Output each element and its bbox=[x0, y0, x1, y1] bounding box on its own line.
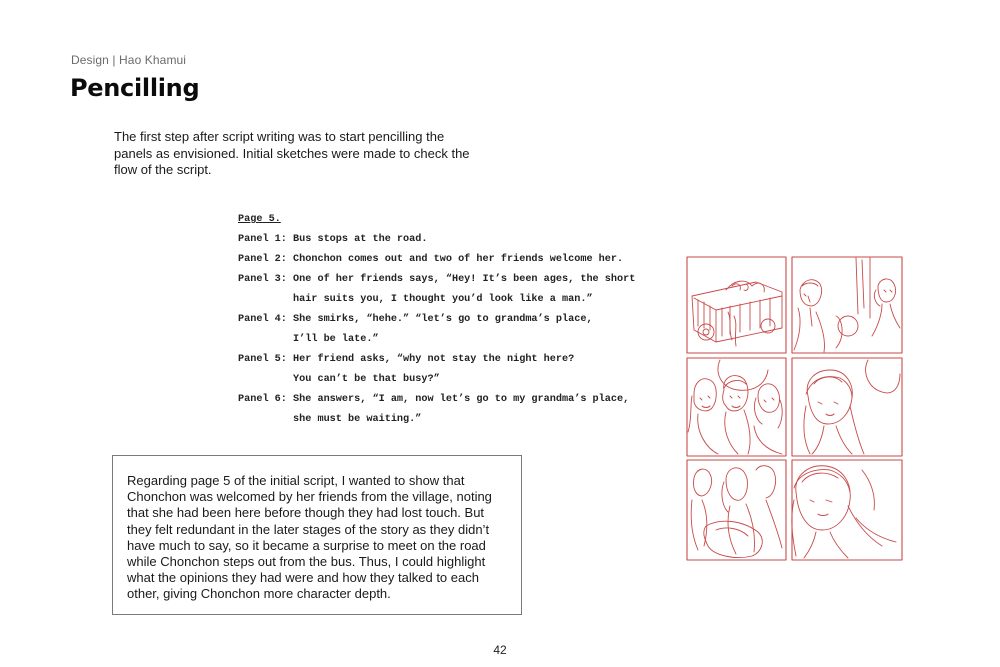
panel-line-continued: You can’t be that busy?” bbox=[293, 374, 440, 385]
storyboard-sketches bbox=[686, 256, 903, 561]
panel-line: One of her friends says, “Hey! It’s been ages, the short bbox=[293, 274, 636, 285]
panel-line: She smirks, “hehe.” “let’s go to grandma’s place, bbox=[293, 314, 593, 325]
note-text: Regarding page 5 of the initial script, I wanted to show that Chonchon was welcomed by her friends from the village, noting that she had been here before though they had lost touch. But they felt redundant in the later stages of the story as they didn’t have much to say, so it became a surprise to meet on the road while Chonchon steps out from the bus. Thus, I could highlight what the opinions they had were and how they talked to each other, giving Chonchon more character depth. bbox=[127, 473, 492, 602]
panel-line-continued: hair suits you, I thought you’d look like a man.” bbox=[293, 294, 593, 305]
panel-line: Bus stops at the road. bbox=[293, 234, 428, 245]
sketch-panel-1-bus bbox=[687, 257, 786, 353]
sketch-panel-4-girl bbox=[792, 358, 902, 456]
script-excerpt bbox=[238, 210, 658, 430]
script-panel-1 bbox=[238, 230, 658, 250]
note-box bbox=[112, 455, 522, 615]
script-panel-6 bbox=[238, 390, 658, 410]
script-panel-5 bbox=[238, 350, 658, 370]
sketch-panel-6-girl-closeup bbox=[792, 460, 902, 560]
panel-line-continued: I’ll be late.” bbox=[293, 334, 379, 345]
script-heading: Page 5. bbox=[238, 214, 281, 225]
panel-label: Panel 1: bbox=[238, 234, 287, 245]
panel-line: Chonchon comes out and two of her friends welcome her. bbox=[293, 254, 624, 265]
panel-line-continued: she must be waiting.” bbox=[293, 414, 422, 425]
header-label: Design | Hao Khamui bbox=[71, 53, 187, 67]
panel-line: She answers, “I am, now let’s go to my grandma’s place, bbox=[293, 394, 630, 405]
intro-paragraph: The first step after script writing was to start pencilling the panels as envisioned. Initial sketches were made to check the flow of the script. bbox=[114, 129, 470, 177]
storyboard-svg bbox=[686, 256, 903, 561]
sketch-panel-3-faces bbox=[687, 358, 786, 456]
panel-label: Panel 5: bbox=[238, 354, 287, 365]
page-number: 42 bbox=[493, 643, 507, 657]
sketch-panel-5-group bbox=[687, 460, 786, 560]
script-panel-3 bbox=[238, 270, 658, 290]
panel-label: Panel 3: bbox=[238, 274, 287, 285]
panel-label: Panel 6: bbox=[238, 394, 287, 405]
panel-label: Panel 4: bbox=[238, 314, 287, 325]
panel-label: Panel 2: bbox=[238, 254, 287, 265]
script-panel-4 bbox=[238, 310, 658, 330]
panel-line: Her friend asks, “why not stay the night here? bbox=[293, 354, 575, 365]
script-panel-2 bbox=[238, 250, 658, 270]
sketch-panel-2-friends bbox=[792, 257, 902, 353]
page-title: Pencilling bbox=[70, 74, 200, 102]
